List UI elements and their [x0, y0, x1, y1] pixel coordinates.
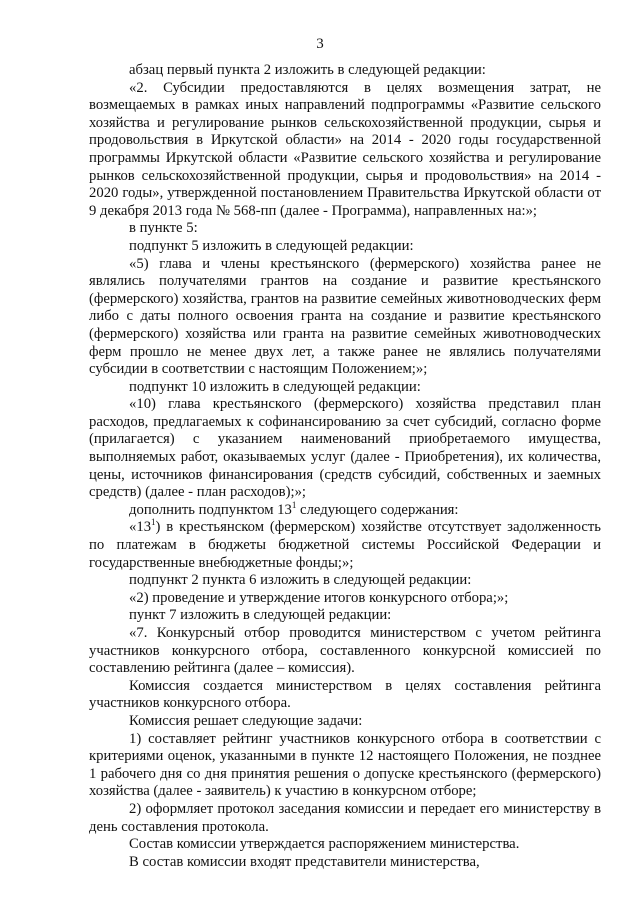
paragraph-13 — [89, 625, 601, 678]
paragraph-text: подпункт 10 изложить в следующей редакции: — [129, 378, 421, 395]
paragraph-11 — [89, 590, 601, 608]
paragraph-7 — [89, 396, 601, 502]
paragraph-text: дополнить подпунктом 13 — [129, 501, 292, 518]
paragraph-text: «5) глава и члены крестьянского (фермерского) хозяйства ранее не являлись получателями грантов на создание и развитие крестьянского (фермерского) хозяйства, грантов на развитие семейных животноводческих ферм либо с даты полного освоения гранта на создание и развитие крестьянского (фермерского) хозяйства или гранта на развитие семейных животноводческих ферм прошло не менее двух лет, а также ранее не являлись получателями субсидии в соответствии с настоящим Положением;»; — [89, 255, 601, 378]
paragraph-text-cont: следующего содержания: — [296, 501, 459, 518]
paragraph-text: Состав комиссии утверждается распоряжением министерства. — [129, 836, 520, 853]
paragraph-text: «2) проведение и утверждение итогов конкурсного отбора;»; — [129, 589, 509, 606]
paragraph-10 — [89, 572, 601, 590]
paragraph-1 — [89, 62, 601, 80]
paragraph-text: «10) глава крестьянского (фермерского) хозяйства представил план расходов, предлагаемых к софинансированию за счет субсидий, согласно форме (прилагается) с указанием наименований приобретаемого имущества, выполняемых работ, оказываемых услуг (далее - Приобретения), их количества, цены, источников финансирования (средств субсидий, собственных и заемных средств) (далее - план расходов);»; — [89, 396, 601, 501]
paragraph-19 — [89, 854, 601, 872]
paragraph-4 — [89, 238, 601, 256]
paragraph-8 — [89, 499, 601, 520]
paragraph-14 — [89, 678, 601, 713]
paragraph-12 — [89, 607, 601, 625]
paragraph-text: в пункте 5: — [129, 220, 198, 237]
paragraph-text: Комиссия создается министерством в целях составления рейтинга участников конкурсного отбора. — [89, 677, 601, 712]
paragraph-text: «13 — [129, 519, 152, 536]
page-number: 3 — [316, 36, 324, 52]
paragraph-15 — [89, 713, 601, 731]
paragraph-3 — [89, 220, 601, 238]
paragraph-text-cont: ) в крестьянском (фермерском) хозяйстве отсутствует задолженность по платежам в бюджеты бюджетной системы Российской Федерации и государственные внебюджетные фонды;»; — [89, 519, 601, 571]
paragraph-9 — [89, 519, 601, 572]
paragraph-6 — [89, 379, 601, 397]
paragraph-text: 2) оформляет протокол заседания комиссии и передает его министерству в день составления протокола. — [89, 800, 601, 835]
paragraph-16 — [89, 731, 601, 801]
superscript: 1 — [151, 517, 156, 528]
paragraph-text: «2. Субсидии предоставляются в целях возмещения затрат, не возмещаемых в рамках иных направлений подпрограммы «Развитие сельского хозяйства и регулирование рынков сельскохозяйственной продукции, сырья и продовольствия в Иркутской области» на 2014 - 2020 годы государственной программы Иркутской области «Развитие сельского хозяйства и регулирование рынков сельскохозяйственной продукции, сырья и продовольствия» на 2014 - 2020 годы», утвержденной постановлением Правительства Иркутской области от 9 декабря 2013 года № 568-пп (далее - Программа), направленных на:»; — [89, 79, 601, 219]
paragraph-17 — [89, 801, 601, 836]
paragraph-5 — [89, 256, 601, 379]
paragraph-text: пункт 7 изложить в следующей редакции: — [129, 607, 392, 624]
paragraph-text: подпункт 5 изложить в следующей редакции: — [129, 237, 414, 254]
superscript: 1 — [291, 499, 297, 510]
paragraph-text: 1) составляет рейтинг участников конкурсного отбора в соответствии с критериями оценок, указанными в пункте 12 настоящего Положения, не позднее 1 рабочего дня со дня принятия решения о допуске крестьянского (фермерского) хозяйства (далее - заявитель) к участию в конкурсном отборе; — [89, 730, 601, 800]
document-body — [89, 62, 601, 871]
paragraph-18 — [89, 836, 601, 854]
paragraph-2 — [89, 80, 601, 221]
paragraph-text: Комиссия решает следующие задачи: — [129, 712, 363, 729]
paragraph-text: абзац первый пункта 2 изложить в следующей редакции: — [129, 62, 486, 78]
paragraph-text: «7. Конкурсный отбор проводится министерством с учетом рейтинга участников конкурсного отбора, составленного конкурсной комиссией по составлению рейтинга (далее – комиссия). — [89, 625, 601, 677]
paragraph-text: подпункт 2 пункта 6 изложить в следующей редакции: — [129, 572, 472, 589]
paragraph-text: В состав комиссии входят представители министерства, — [129, 853, 480, 870]
